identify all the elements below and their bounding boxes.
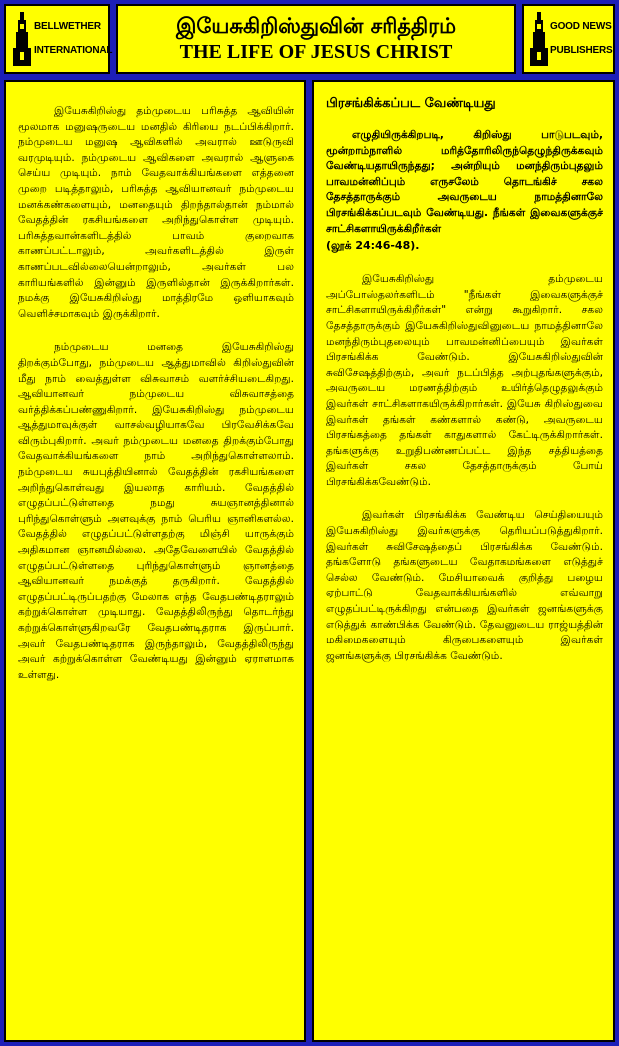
right-column (312, 80, 615, 1042)
logo-right-line2: PUBLISHERS (550, 45, 613, 56)
right-paragraph-1: இயேசுகிறிஸ்து தம்முடைய அப்போஸ்தலர்களிடம் "நீங்கள் இவைகளுக்குச் சாட்சிகளாயிருக்கிறீர்கள்" என்று கூறுகிறார். சகல தேசத்தாருக்கும் இயேசுகிறிஸ்துவினுடைய நாமத்தினாலே மனந்திரும்புதலையும் பாவமன்னிப்பையும் இவர்கள் பிரசங்கிக்க வேண்டும். இயேசுகிறிஸ்துவின் சுவிசேஷத்திற்கும், அவர் நடப்பித்த அற்புதங்களுக்கும், அவருடைய மரணத்திற்கும் உயிர்த்தெழுதலுக்கும் இவர்கள் சாட்சிகளாகயிருக்கிறார்கள். இயேசு கிறிஸ்துவை இவர்கள் தங்கள் கண்களால் கண்டு, அவருடைய பிரசங்கத்தை தங்கள் காதுகளால் கேட்டிருக்கிறார்கள். தங்களுக்கு உறுதிபண்ணப்பட்ட இந்த சத்தியத்தை இவர்கள் சகல தேசத்தாருக்கும் போய் பிரசங்கிக்கவேண்டும். (326, 273, 603, 488)
title-banner (116, 4, 516, 74)
logo-left-line1: BELLWETHER (34, 21, 101, 32)
good-news-logo (522, 4, 615, 74)
tower-icon (529, 12, 549, 68)
scripture-reference: (லூக் 24:46-48). (326, 239, 420, 253)
bellwether-logo (4, 4, 113, 74)
page-title-tamil: இயேசுகிறிஸ்துவின் சரித்திரம் (175, 13, 457, 38)
left-paragraph-2: நம்முடைய மனதை இயேசுகிறிஸ்து திறக்கும்போது, நம்முடைய ஆத்துமாவில் கிறிஸ்துவின் மீது நாம் வைத்துள்ள விசுவாசம் வளர்ச்சியடைகிறது. ஆவியானவர் நம்முடைய விசுவாசத்தை வர்த்திக்கப்பண்ணுகிறார். இயேசுகிறிஸ்து நம்முடைய ஆத்துமாவுக்குள் வாசல்வழியாகவே பிரவேசிக்கவே விரும்புகிறார். அவர் நம்முடைய மனதை திறக்கும்போது வேதவாக்கியங்களை நாம் அறிந்துகொள்ளலாம். நம்முடைய சுயபுத்தியினால் வேதத்தின் ரகசியங்களை அறிந்துகொள்வது இயலாத காரியம். வேதத்தில் எழுதப்பட்டுள்ளதை நமது சுயஞானத்தினால் புரிந்துகொள்ளும் அளவுக்கு நாம் பெரிய ஞானிகளல்ல. வேதத்தில் எழுதப்பட்டுள்ளதற்கு மிஞ்சி யாருக்கும் அதிகமான ஞானமில்லை. அதேவேளையில் வேதத்தில் எழுதப்பட்டுள்ளதை புரிந்துகொள்ளும் ஞானத்தை ஆவியானவர் நமக்குத் தருகிறார். வேதத்தில் எழுதப்பட்டிருப்பதற்கு மேலாக எந்த வேதபண்டிதராலும் கற்றுக்கொள்ள முடியாது. வேதத்திலிருந்து தொடர்ந்து கற்றுக்கொள்ளுகிறவரே வேதபண்டிதராக இருப்பார். அவர் வேதபண்டிதராக இருந்தாலும், வேதத்திலிருந்து அவர் கற்றுக்கொள்ள வேண்டியது இன்னும் ஏராளமாக உள்ளது. (18, 341, 294, 681)
scripture-verse: எழுதியிருக்கிறபடி, கிறிஸ்து பாடுபடவும், மூன்றாம்நாளில் மரித்தோரிலிருந்தெழுந்திருக்கவும் வேண்டியதாயிருந்தது; அன்றியும் மனந்திரும்புதலும் பாவமன்னிப்பும் எருசலேம் தொடங்கிச் சகல தேசத்தாருக்கும் அவருடைய நாமத்தினாலே பிரசங்கிக்கப்படவும் வேண்டியது. நீங்கள் இவைகளுக்குச் சாட்சிகளாயிருக்கிறீர்கள் (326, 129, 603, 235)
left-column (4, 80, 306, 1042)
logo-left-line2: INTERNATIONAL (34, 45, 113, 56)
logo-right-line1: GOOD NEWS (550, 21, 612, 32)
section-heading: பிரசங்கிக்கப்பட வேண்டியது (326, 96, 496, 111)
page-title-english: THE LIFE OF JESUS CHRIST (179, 41, 453, 63)
right-paragraph-2: இவர்கள் பிரசங்கிக்க வேண்டிய செய்தியையும் இயேசுகிறிஸ்து இவர்களுக்கு தெரியப்படுத்துகிறார். இவர்கள் சுவிசேஷத்தைப் பிரசங்கிக்க வேண்டும். தங்களோடு தங்களுடைய வேதாகமங்களை எடுத்துச் செல்ல வேண்டும். மேசியாவைக் குறித்து பழைய ஏற்பாட்டு வேதவாக்கியங்களில் எவ்வாறு எழுதப்பட்டிருக்கிறது என்பதை இவர்கள் ஜனங்களுக்கு எடுத்துக் காண்பிக்க வேண்டும். தேவனுடைய ராஜ்யத்தின் மகிமைகளையும் கிருபைகளையும் இவர்கள் ஜனங்களுக்கு பிரசங்கிக்க வேண்டும். (326, 509, 603, 662)
tower-icon (12, 12, 32, 68)
left-paragraph-1: இயேசுகிறிஸ்து தம்முடைய பரிசுத்த ஆவியின் மூலமாக மனுஷருடைய மனதில் கிரியை நடப்பிக்கிறார். நம்முடைய மனுஷ ஆவிகளில் அவரால் ஊடுருவி வரமுடியும். நம்முடைய ஆவிகளை அவரால் ஆளுகை செய்ய முடியும். நாம் வேதவாக்கியங்களை எத்தனை முறை படித்தாலும், பரிசுத்த ஆவியானவர் நம்முடைய மனக்கண்களையும், மனதையும் திறந்தால்தான் நம்மால் வேதத்தின் ரகசியங்களை அறிந்துகொள்ள முடியும். பரிசுத்தவான்களிடத்தில் பாவம் குறைவாக காணப்பட்டாலும், அவர்களிடத்தில் இருள் காணப்படவில்லையென்றாலும், அவர்கள் பல காரியங்களில் இன்னும் இருளில்தான் இருக்கிறார்கள். நமக்கு இயேசுகிறிஸ்து மாத்திரமே ஒளியாகவும் வெளிச்சமாகவும் இருக்கிறார். (18, 105, 294, 320)
